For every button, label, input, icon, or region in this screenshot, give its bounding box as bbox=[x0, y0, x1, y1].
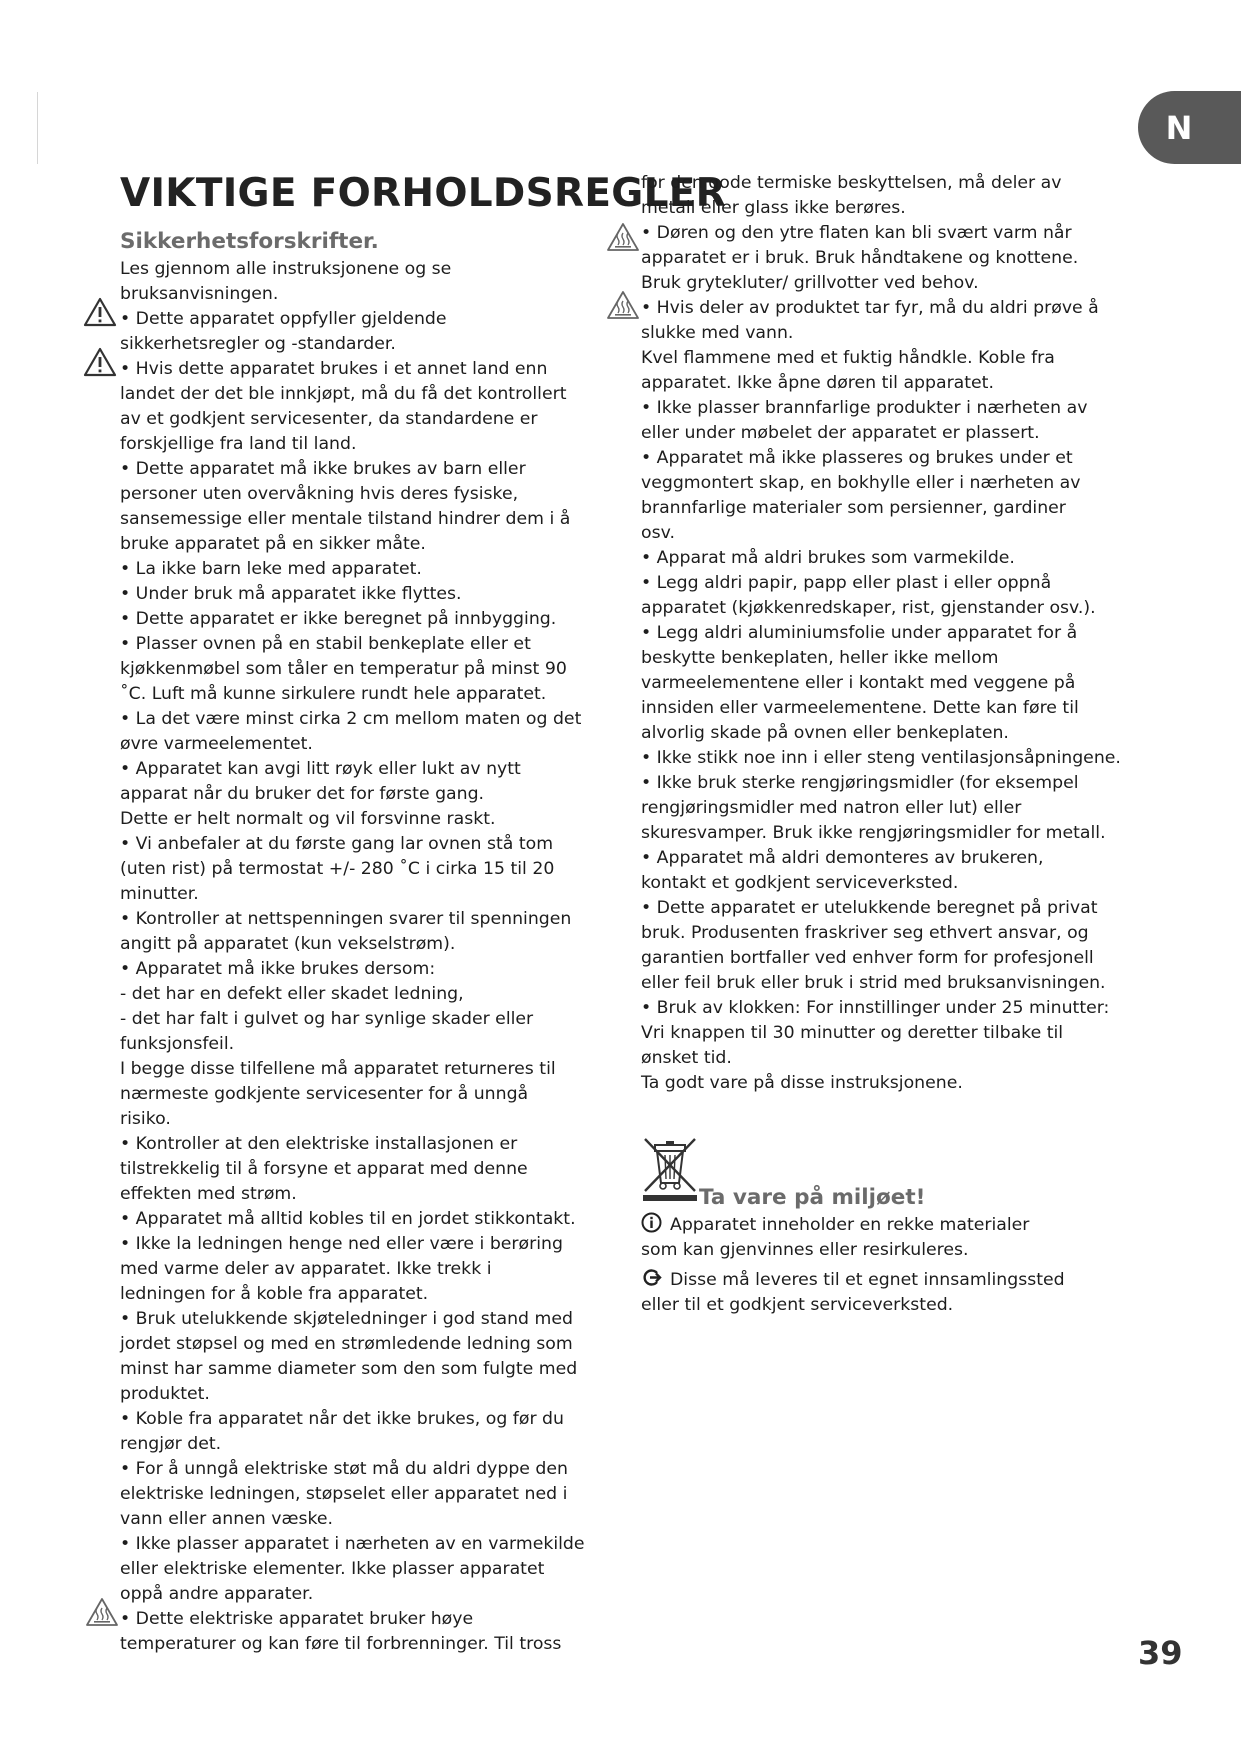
text-line: • Apparatet må aldri demonteres av brukeren, bbox=[641, 848, 1044, 868]
text-line: funksjonsfeil. bbox=[120, 1034, 235, 1054]
environment-text bbox=[641, 1212, 1121, 1318]
text-line: slukke med vann. bbox=[641, 323, 794, 343]
text-line: - det har en defekt eller skadet ledning, bbox=[120, 984, 464, 1004]
text-line: • Legg aldri aluminiumsfolie under apparatet for å bbox=[641, 623, 1078, 643]
text-line: apparatet. Ikke åpne døren til apparatet. bbox=[641, 373, 994, 393]
text-line: alvorlig skade på ovnen eller benkeplaten. bbox=[641, 723, 1009, 743]
text-line: med varme deler av apparatet. Ikke trekk i bbox=[120, 1259, 492, 1279]
text-line: • Vi anbefaler at du første gang lar ovnen stå tom bbox=[120, 834, 554, 854]
text-line: garantien bortfaller ved enhver form for profesjonell bbox=[641, 948, 1094, 968]
info-text-2: som kan gjenvinnes eller resirkuleres. bbox=[641, 1240, 969, 1260]
text-line: veggmontert skap, en bokhylle eller i nærheten av bbox=[641, 473, 1081, 493]
text-line: kjøkkenmøbel som tåler en temperatur på minst 90 bbox=[120, 659, 567, 679]
arrow-text-2: eller til et godkjent serviceverksted. bbox=[641, 1295, 954, 1315]
text-line: eller feil bruk eller bruk i strid med bruksanvisningen. bbox=[641, 973, 1106, 993]
text-line: av et godkjent servicesenter, da standardene er bbox=[120, 409, 538, 429]
text-line: rengjør det. bbox=[120, 1434, 222, 1454]
text-line: • Døren og den ytre flaten kan bli svært varm når bbox=[641, 223, 1072, 243]
text-line: skuresvamper. Bruk ikke rengjøringsmidler for metall. bbox=[641, 823, 1106, 843]
left-column bbox=[120, 257, 590, 1657]
text-line: Bruk grytekluter/ grillvotter ved behov. bbox=[641, 273, 979, 293]
text-line: • Apparatet må alltid kobles til en jordet stikkontakt. bbox=[120, 1209, 576, 1229]
text-line: • Dette apparatet er utelukkende beregnet på privat bbox=[641, 898, 1098, 918]
warning-triangle-icon bbox=[83, 297, 117, 327]
text-line: oppå andre apparater. bbox=[120, 1584, 314, 1604]
text-line: • Ikke plasser apparatet i nærheten av en varmekilde bbox=[120, 1534, 585, 1554]
text-line: ˚C. Luft må kunne sirkulere rundt hele apparatet. bbox=[120, 684, 547, 704]
text-line: • Dette apparatet er ikke beregnet på innbygging. bbox=[120, 609, 557, 629]
margin-line bbox=[37, 92, 38, 164]
text-line: Dette er helt normalt og vil forsvinne raskt. bbox=[120, 809, 496, 829]
text-line: elektriske ledningen, støpselet eller apparatet ned i bbox=[120, 1484, 568, 1504]
text-line: apparat når du bruker det for første gang. bbox=[120, 784, 485, 804]
hot-surface-warning-icon bbox=[606, 290, 640, 320]
section-subtitle: Sikkerhetsforskrifter. bbox=[120, 229, 379, 254]
text-line: • Kontroller at nettspenningen svarer til spenningen bbox=[120, 909, 572, 929]
text-line: minutter. bbox=[120, 884, 199, 904]
text-line: • Apparatet kan avgi litt røyk eller lukt av nytt bbox=[120, 759, 521, 779]
language-tab bbox=[1138, 91, 1241, 164]
text-line: eller elektriske elementer. Ikke plasser apparatet bbox=[120, 1559, 545, 1579]
text-line: nærmeste godkjente servicesenter for å unngå bbox=[120, 1084, 529, 1104]
text-line: beskytte benkeplaten, heller ikke mellom bbox=[641, 648, 999, 668]
text-line: ledningen for å koble fra apparatet. bbox=[120, 1284, 429, 1304]
text-line: innsiden eller varmeelementene. Dette kan føre til bbox=[641, 698, 1079, 718]
text-line: Kvel flammene med et fuktig håndkle. Koble fra bbox=[641, 348, 1055, 368]
hot-surface-warning-icon bbox=[606, 222, 640, 252]
text-line: • Dette apparatet oppfyller gjeldende bbox=[120, 309, 447, 329]
text-line: sikkerhetsregler og -standarder. bbox=[120, 334, 396, 354]
text-line: • Under bruk må apparatet ikke flyttes. bbox=[120, 584, 462, 604]
text-line: apparatet (kjøkkenredskaper, rist, gjenstander osv.). bbox=[641, 598, 1096, 618]
text-line: landet der det ble innkjøpt, må du få det kontrollert bbox=[120, 384, 567, 404]
hot-surface-warning-icon bbox=[85, 1597, 119, 1627]
text-line: • Koble fra apparatet når det ikke brukes, og før du bbox=[120, 1409, 564, 1429]
text-line: • Ikke plasser brannfarlige produkter i nærheten av bbox=[641, 398, 1088, 418]
right-column bbox=[641, 171, 1121, 1096]
text-line: • La det være minst cirka 2 cm mellom maten og det bbox=[120, 709, 582, 729]
text-line: eller under møbelet der apparatet er plassert. bbox=[641, 423, 1040, 443]
text-line: varmeelementene eller i kontakt med veggene på bbox=[641, 673, 1076, 693]
text-line: I begge disse tilfellene må apparatet returneres til bbox=[120, 1059, 556, 1079]
page-title: VIKTIGE FORHOLDSREGLER bbox=[120, 171, 726, 216]
text-line: osv. bbox=[641, 523, 675, 543]
text-line: - det har falt i gulvet og har synlige skader eller bbox=[120, 1009, 534, 1029]
arrow-line bbox=[641, 1267, 1121, 1293]
text-line: • Dette apparatet må ikke brukes av barn eller bbox=[120, 459, 526, 479]
text-line: bruksanvisningen. bbox=[120, 284, 279, 304]
text-line: • Plasser ovnen på en stabil benkeplate eller et bbox=[120, 634, 531, 654]
text-line: • Bruk utelukkende skjøteledninger i god stand med bbox=[120, 1309, 573, 1329]
crossed-bin-icon bbox=[641, 1133, 701, 1205]
text-line: rengjøringsmidler med natron eller lut) eller bbox=[641, 798, 1022, 818]
text-line: personer uten overvåkning hvis deres fysiske, bbox=[120, 484, 519, 504]
text-line: apparatet er i bruk. Bruk håndtakene og knottene. bbox=[641, 248, 1079, 268]
text-line: • Bruk av klokken: For innstillinger under 25 minutter: bbox=[641, 998, 1110, 1018]
text-line: • Ikke bruk sterke rengjøringsmidler (for eksempel bbox=[641, 773, 1079, 793]
text-line: • Ikke la ledningen henge ned eller være i berøring bbox=[120, 1234, 563, 1254]
text-line: minst har samme diameter som den som fulgte med bbox=[120, 1359, 578, 1379]
text-line: tilstrekkelig til å forsyne et apparat med denne bbox=[120, 1159, 528, 1179]
text-line: bruk. Produsenten fraskriver seg ethvert ansvar, og bbox=[641, 923, 1089, 943]
text-line: • Legg aldri papir, papp eller plast i eller oppnå bbox=[641, 573, 1052, 593]
info-icon bbox=[641, 1212, 662, 1233]
text-line: sansemessige eller mentale tilstand hindrer dem i å bbox=[120, 509, 571, 529]
text-line: • Dette elektriske apparatet bruker høye bbox=[120, 1609, 474, 1629]
text-line: for den gode termiske beskyttelsen, må deler av bbox=[641, 173, 1062, 193]
text-line: (uten rist) på termostat +/- 280 ˚C i cirka 15 til 20 bbox=[120, 859, 555, 879]
info-text: Apparatet inneholder en rekke materialer bbox=[670, 1215, 1030, 1235]
text-line: • La ikke barn leke med apparatet. bbox=[120, 559, 422, 579]
text-line: brannfarlige materialer som persienner, gardiner bbox=[641, 498, 1066, 518]
text-line: angitt på apparatet (kun vekselstrøm). bbox=[120, 934, 456, 954]
text-line: metall eller glass ikke berøres. bbox=[641, 198, 906, 218]
text-line: øvre varmeelementet. bbox=[120, 734, 313, 754]
text-line: • Kontroller at den elektriske installasjonen er bbox=[120, 1134, 518, 1154]
language-tab-label: N bbox=[1165, 108, 1193, 147]
text-line: temperaturer og kan føre til forbrenninger. Til tross bbox=[120, 1634, 562, 1654]
arrow-text: Disse må leveres til et egnet innsamlingssted bbox=[670, 1270, 1065, 1290]
text-line: • Apparat må aldri brukes som varmekilde. bbox=[641, 548, 1015, 568]
text-line: risiko. bbox=[120, 1109, 171, 1129]
text-line: • Ikke stikk noe inn i eller steng ventilasjonsåpningene. bbox=[641, 748, 1121, 768]
text-line: jordet støpsel og med en strømledende ledning som bbox=[120, 1334, 573, 1354]
text-line: • Hvis deler av produktet tar fyr, må du aldri prøve å bbox=[641, 298, 1099, 318]
info-line bbox=[641, 1212, 1121, 1238]
text-line: bruke apparatet på en sikker måte. bbox=[120, 534, 426, 554]
text-line: kontakt et godkjent serviceverksted. bbox=[641, 873, 959, 893]
text-line: vann eller annen væske. bbox=[120, 1509, 333, 1529]
text-line: Vri knappen til 30 minutter og deretter tilbake til bbox=[641, 1023, 1064, 1043]
environment-title: Ta vare på miljøet! bbox=[699, 1185, 926, 1210]
text-line: Ta godt vare på disse instruksjonene. bbox=[641, 1073, 963, 1093]
text-line: produktet. bbox=[120, 1384, 210, 1404]
text-line: ønsket tid. bbox=[641, 1048, 732, 1068]
text-line: • Apparatet må ikke brukes dersom: bbox=[120, 959, 436, 979]
text-line: Les gjennom alle instruksjonene og se bbox=[120, 259, 452, 279]
text-line: effekten med strøm. bbox=[120, 1184, 297, 1204]
text-line: • For å unngå elektriske støt må du aldri dyppe den bbox=[120, 1459, 568, 1479]
warning-triangle-icon bbox=[83, 347, 117, 377]
text-line: forskjellige fra land til land. bbox=[120, 434, 357, 454]
page-number: 39 bbox=[1138, 1634, 1183, 1672]
text-line: • Apparatet må ikke plasseres og brukes under et bbox=[641, 448, 1073, 468]
text-line: • Hvis dette apparatet brukes i et annet land enn bbox=[120, 359, 548, 379]
arrow-right-icon bbox=[641, 1267, 662, 1288]
